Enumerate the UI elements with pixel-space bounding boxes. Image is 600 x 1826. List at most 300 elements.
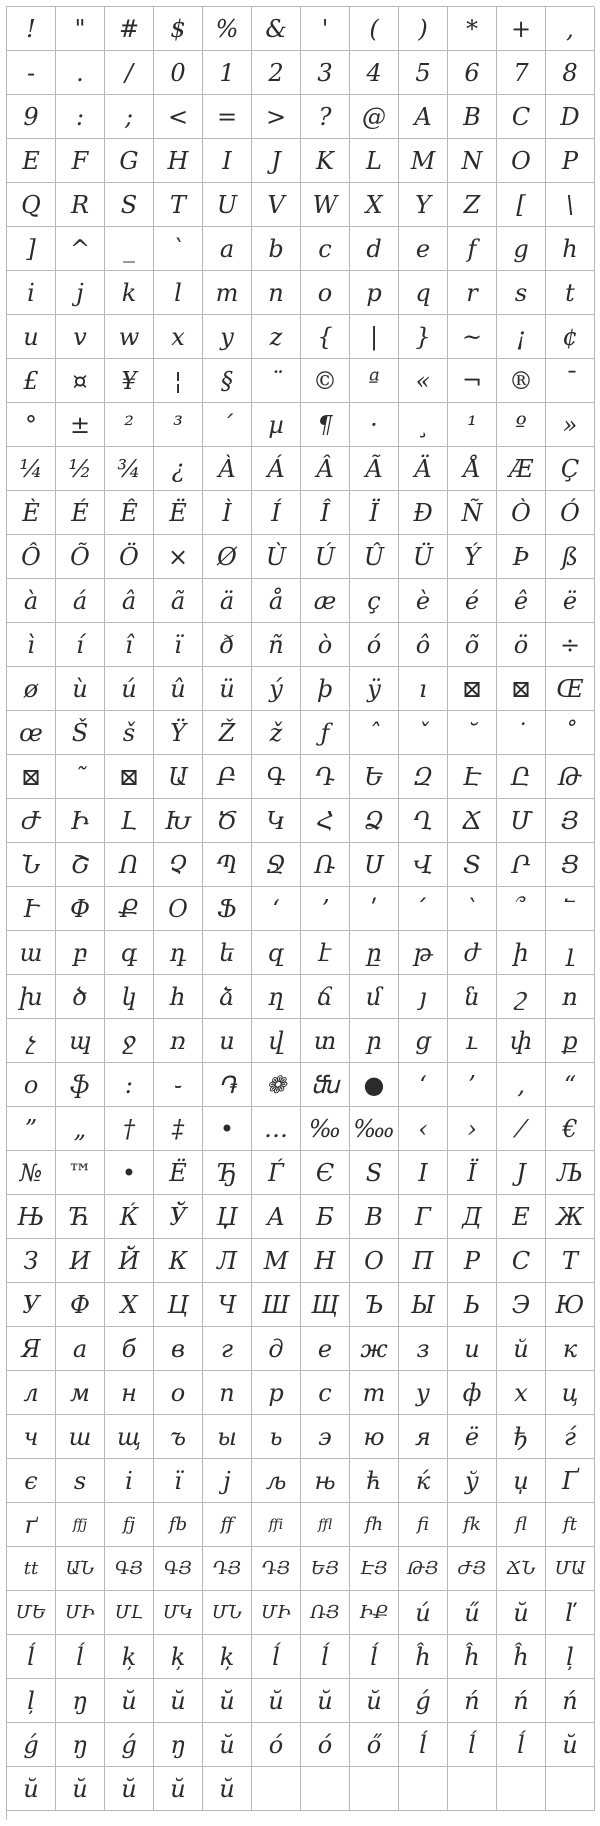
glyph-cell: Ï: [350, 491, 399, 535]
glyph-cell: խ: [7, 975, 56, 1019]
glyph-cell: ՟: [546, 887, 595, 931]
glyph-cell: ﬓ: [301, 1063, 350, 1107]
glyph-cell: ʻ: [252, 887, 301, 931]
glyph-cell: ú: [105, 667, 154, 711]
glyph-cell: ĺ: [350, 1635, 399, 1679]
glyph-cell: ff: [203, 1503, 252, 1547]
glyph-cell: ք: [546, 1019, 595, 1063]
glyph-cell: ®: [497, 359, 546, 403]
glyph-cell: շ: [497, 975, 546, 1019]
glyph-cell: s: [497, 271, 546, 315]
glyph-cell: Е: [497, 1195, 546, 1239]
glyph-cell: ŭ: [56, 1767, 105, 1811]
glyph-cell: ՝: [448, 887, 497, 931]
glyph-cell: |: [350, 315, 399, 359]
glyph-cell: o: [301, 271, 350, 315]
glyph-cell: ❁: [252, 1063, 301, 1107]
glyph-cell: Ե: [350, 755, 399, 799]
glyph-cell: Ў: [154, 1195, 203, 1239]
glyph-cell: ԺՅ: [448, 1547, 497, 1591]
glyph-cell: >: [252, 95, 301, 139]
glyph-cell: Ի: [56, 799, 105, 843]
glyph-cell: Ժ: [7, 799, 56, 843]
glyph-cell: ű: [448, 1591, 497, 1635]
glyph-cell: æ: [301, 579, 350, 623]
glyph-cell: ŭ: [203, 1767, 252, 1811]
glyph-cell: ÷: [546, 623, 595, 667]
glyph-cell: ՄԱ: [546, 1547, 595, 1591]
glyph-cell: օ: [7, 1063, 56, 1107]
glyph-cell: §: [203, 359, 252, 403]
glyph-cell: В: [350, 1195, 399, 1239]
glyph-cell: Ё: [154, 1151, 203, 1195]
glyph-cell: ĺ: [448, 1723, 497, 1767]
glyph-cell: ƒ: [301, 711, 350, 755]
glyph-cell: ĥ: [448, 1635, 497, 1679]
glyph-cell: ń: [546, 1679, 595, 1723]
glyph-cell: ĺ: [56, 1635, 105, 1679]
glyph-cell: ;: [105, 95, 154, 139]
glyph-cell: ê: [497, 579, 546, 623]
glyph-cell: •: [203, 1107, 252, 1151]
glyph-cell: T: [154, 183, 203, 227]
glyph-cell: .: [56, 51, 105, 95]
glyph-cell: “: [546, 1063, 595, 1107]
glyph-grid: [6, 6, 594, 1820]
glyph-cell: 7: [497, 51, 546, 95]
glyph-cell: I: [203, 139, 252, 183]
glyph-cell: *: [448, 7, 497, 51]
glyph-cell: p: [350, 271, 399, 315]
glyph-cell: ‡: [154, 1107, 203, 1151]
glyph-cell: ‰: [301, 1107, 350, 1151]
glyph-cell: ŭ: [7, 1767, 56, 1811]
glyph-cell: ń: [497, 1679, 546, 1723]
glyph-cell: ¶: [301, 403, 350, 447]
glyph-cell: Գ: [252, 755, 301, 799]
glyph-cell: Ա: [154, 755, 203, 799]
glyph-cell: ]: [7, 227, 56, 271]
glyph-cell: F: [56, 139, 105, 183]
glyph-cell: ó: [301, 1723, 350, 1767]
glyph-cell: Ö: [105, 535, 154, 579]
glyph-cell: &: [252, 7, 301, 51]
glyph-cell: Փ: [56, 887, 105, 931]
glyph-cell: ՄՆ: [203, 1591, 252, 1635]
glyph-cell: ?: [301, 95, 350, 139]
glyph-cell: Հ: [301, 799, 350, 843]
glyph-cell: ˙: [497, 711, 546, 755]
glyph-cell: С: [497, 1239, 546, 1283]
glyph-cell: Ч: [203, 1283, 252, 1327]
glyph-cell: À: [203, 447, 252, 491]
glyph-cell: ї: [154, 1459, 203, 1503]
glyph-cell: փ: [497, 1019, 546, 1063]
glyph-cell: Ձ: [350, 799, 399, 843]
glyph-cell: ՄԵ: [7, 1591, 56, 1635]
glyph-cell: @: [350, 95, 399, 139]
glyph-cell: J: [252, 139, 301, 183]
glyph-cell: ¤: [56, 359, 105, 403]
glyph-cell: Ֆ: [203, 887, 252, 931]
glyph-cell: ó: [252, 1723, 301, 1767]
glyph-cell: }: [399, 315, 448, 359]
glyph-cell: ԷՅ: [350, 1547, 399, 1591]
glyph-cell: ft: [546, 1503, 595, 1547]
glyph-cell: Я: [7, 1327, 56, 1371]
glyph-cell: Ղ: [399, 799, 448, 843]
glyph-cell: Â: [301, 447, 350, 491]
glyph-cell: Ф: [56, 1283, 105, 1327]
glyph-cell: 3: [301, 51, 350, 95]
glyph-cell: р: [252, 1371, 301, 1415]
glyph-cell: ‘: [399, 1063, 448, 1107]
glyph-cell: э: [301, 1415, 350, 1459]
glyph-cell: ե: [203, 931, 252, 975]
glyph-cell: Ë: [154, 491, 203, 535]
glyph-cell: î: [105, 623, 154, 667]
glyph-cell: б: [105, 1327, 154, 1371]
glyph-cell: м: [56, 1371, 105, 1415]
glyph-cell: O: [497, 139, 546, 183]
glyph-cell: ⊠: [105, 755, 154, 799]
glyph-cell: ˜: [56, 755, 105, 799]
glyph-cell: ffl: [301, 1503, 350, 1547]
glyph-cell: ±: [56, 403, 105, 447]
glyph-cell: þ: [301, 667, 350, 711]
glyph-cell: L: [350, 139, 399, 183]
glyph-cell: ј: [203, 1459, 252, 1503]
glyph-cell: ǵ: [7, 1723, 56, 1767]
glyph-cell: պ: [56, 1019, 105, 1063]
glyph-cell: Ж: [546, 1195, 595, 1239]
glyph-cell: ¡: [497, 315, 546, 359]
glyph-cell: ,: [546, 7, 595, 51]
glyph-cell: Æ: [497, 447, 546, 491]
glyph-cell: ։: [105, 1063, 154, 1107]
glyph-cell: Z: [448, 183, 497, 227]
glyph-cell: ľ: [546, 1591, 595, 1635]
glyph-cell: Î: [301, 491, 350, 535]
glyph-cell: І: [399, 1151, 448, 1195]
glyph-cell: È: [7, 491, 56, 535]
glyph-cell: c: [301, 227, 350, 271]
glyph-cell: Š: [56, 711, 105, 755]
glyph-cell: -: [7, 51, 56, 95]
glyph-cell: É: [56, 491, 105, 535]
glyph-cell: ⊠: [448, 667, 497, 711]
glyph-cell: Ä: [399, 447, 448, 491]
glyph-cell: µ: [252, 403, 301, 447]
glyph-cell: в: [154, 1327, 203, 1371]
glyph-cell: b: [252, 227, 301, 271]
glyph-cell: з: [399, 1327, 448, 1371]
glyph-cell: fk: [448, 1503, 497, 1547]
glyph-cell: я: [399, 1415, 448, 1459]
glyph-cell: Й: [105, 1239, 154, 1283]
glyph-cell: ù: [56, 667, 105, 711]
glyph-cell: A: [399, 95, 448, 139]
glyph-cell: ժ: [448, 931, 497, 975]
glyph-cell: ë: [546, 579, 595, 623]
glyph-cell: ķ: [203, 1635, 252, 1679]
glyph-cell: M: [399, 139, 448, 183]
glyph-cell: с: [301, 1371, 350, 1415]
glyph-cell: fj: [105, 1503, 154, 1547]
glyph-cell: ’: [448, 1063, 497, 1107]
glyph-cell: й: [497, 1327, 546, 1371]
glyph-cell: о: [154, 1371, 203, 1415]
glyph-cell: А: [252, 1195, 301, 1239]
glyph-cell: Չ: [154, 843, 203, 887]
glyph-cell: Վ: [399, 843, 448, 887]
glyph-cell: E: [7, 139, 56, 183]
glyph-cell: Ք: [105, 887, 154, 931]
glyph-cell: t: [546, 271, 595, 315]
glyph-cell: ё: [448, 1415, 497, 1459]
glyph-cell: н: [105, 1371, 154, 1415]
glyph-cell: ŭ: [546, 1723, 595, 1767]
glyph-cell: ʹ: [350, 887, 399, 931]
empty-cell: [448, 1767, 497, 1811]
glyph-cell: Ѕ: [350, 1151, 399, 1195]
glyph-cell: %: [203, 7, 252, 51]
glyph-cell: Ը: [497, 755, 546, 799]
glyph-cell: ð: [203, 623, 252, 667]
glyph-cell: z: [252, 315, 301, 359]
glyph-cell: ¾: [105, 447, 154, 491]
glyph-cell: ffj: [56, 1503, 105, 1547]
glyph-cell: œ: [7, 711, 56, 755]
glyph-cell: ֊: [154, 1063, 203, 1107]
glyph-cell: у: [399, 1371, 448, 1415]
glyph-cell: y: [203, 315, 252, 359]
glyph-cell: U: [203, 183, 252, 227]
glyph-cell: Ш: [252, 1283, 301, 1327]
glyph-cell: ›: [448, 1107, 497, 1151]
glyph-cell: ‱: [350, 1107, 399, 1151]
glyph-cell: ՄԼ: [105, 1591, 154, 1635]
glyph-cell: ): [399, 7, 448, 51]
glyph-cell: ©: [301, 359, 350, 403]
glyph-cell: ŭ: [497, 1591, 546, 1635]
glyph-cell: П: [399, 1239, 448, 1283]
glyph-cell: Д: [448, 1195, 497, 1239]
glyph-cell: º: [497, 403, 546, 447]
glyph-cell: Ս: [350, 843, 399, 887]
glyph-cell: ĺ: [399, 1723, 448, 1767]
glyph-cell: Ù: [252, 535, 301, 579]
glyph-cell: l: [154, 271, 203, 315]
glyph-cell: õ: [448, 623, 497, 667]
glyph-cell: К: [154, 1239, 203, 1283]
glyph-cell: ր: [350, 1019, 399, 1063]
glyph-cell: ж: [350, 1327, 399, 1371]
glyph-cell: n: [252, 271, 301, 315]
glyph-cell: `: [154, 227, 203, 271]
glyph-cell: €: [546, 1107, 595, 1151]
glyph-cell: v: [56, 315, 105, 359]
glyph-cell: ½: [56, 447, 105, 491]
glyph-cell: fh: [350, 1503, 399, 1547]
glyph-cell: »: [546, 403, 595, 447]
glyph-cell: Ì: [203, 491, 252, 535]
glyph-cell: ó: [350, 623, 399, 667]
glyph-cell: ԵՅ: [301, 1547, 350, 1591]
glyph-cell: ¨: [252, 359, 301, 403]
glyph-cell: Г: [399, 1195, 448, 1239]
glyph-cell: Ь: [448, 1283, 497, 1327]
glyph-cell: ծ: [56, 975, 105, 1019]
glyph-cell: Є: [301, 1151, 350, 1195]
glyph-cell: Ւ: [7, 887, 56, 931]
glyph-cell: Ц: [154, 1283, 203, 1327]
glyph-cell: ս: [203, 1019, 252, 1063]
glyph-cell: ц: [546, 1371, 595, 1415]
glyph-cell: ': [301, 7, 350, 51]
glyph-cell: Å: [448, 447, 497, 491]
glyph-cell: Ջ: [252, 843, 301, 887]
glyph-cell: ա: [7, 931, 56, 975]
glyph-cell: ĥ: [399, 1635, 448, 1679]
glyph-cell: հ: [154, 975, 203, 1019]
empty-cell: [546, 1767, 595, 1811]
glyph-cell: ŭ: [301, 1679, 350, 1723]
glyph-cell: f: [448, 227, 497, 271]
glyph-cell: =: [203, 95, 252, 139]
glyph-cell: e: [399, 227, 448, 271]
empty-cell: [252, 1767, 301, 1811]
glyph-cell: ց: [399, 1019, 448, 1063]
glyph-cell: Y: [399, 183, 448, 227]
glyph-cell: <: [154, 95, 203, 139]
glyph-cell: є: [7, 1459, 56, 1503]
glyph-cell: ‹: [399, 1107, 448, 1151]
glyph-cell: ւ: [448, 1019, 497, 1063]
glyph-cell: ž: [252, 711, 301, 755]
glyph-cell: Щ: [301, 1283, 350, 1327]
glyph-cell: ŭ: [105, 1679, 154, 1723]
glyph-cell: a: [203, 227, 252, 271]
glyph-cell: S: [105, 183, 154, 227]
glyph-cell: ‚: [497, 1063, 546, 1107]
glyph-cell: ґ: [7, 1503, 56, 1547]
glyph-cell: њ: [301, 1459, 350, 1503]
glyph-cell: ļ: [546, 1635, 595, 1679]
glyph-cell: Э: [497, 1283, 546, 1327]
glyph-cell: и: [448, 1327, 497, 1371]
glyph-cell: fb: [154, 1503, 203, 1547]
glyph-cell: Ր: [497, 843, 546, 887]
glyph-cell: ՄԻ: [56, 1591, 105, 1635]
glyph-cell: Ґ: [546, 1459, 595, 1503]
glyph-cell: $: [154, 7, 203, 51]
glyph-cell: ՄԿ: [154, 1591, 203, 1635]
glyph-cell: w: [105, 315, 154, 359]
glyph-cell: Ո: [105, 843, 154, 887]
glyph-cell: {: [301, 315, 350, 359]
glyph-cell: չ: [7, 1019, 56, 1063]
glyph-cell: B: [448, 95, 497, 139]
glyph-cell: ը: [350, 931, 399, 975]
glyph-cell: ĺ: [497, 1723, 546, 1767]
glyph-cell: ի: [497, 931, 546, 975]
glyph-cell: љ: [252, 1459, 301, 1503]
glyph-cell: լ: [546, 931, 595, 975]
glyph-cell: ՛: [399, 887, 448, 931]
glyph-cell: ˆ: [350, 711, 399, 755]
glyph-cell: т: [350, 1371, 399, 1415]
glyph-cell: Q: [7, 183, 56, 227]
glyph-cell: Ð: [399, 491, 448, 535]
glyph-cell: բ: [56, 931, 105, 975]
glyph-cell: fl: [497, 1503, 546, 1547]
glyph-cell: X: [350, 183, 399, 227]
glyph-cell: •: [105, 1151, 154, 1195]
glyph-cell: K: [301, 139, 350, 183]
glyph-cell: З: [7, 1239, 56, 1283]
glyph-cell: ч: [7, 1415, 56, 1459]
glyph-cell: Õ: [56, 535, 105, 579]
glyph-cell: г: [203, 1327, 252, 1371]
glyph-cell: ï: [154, 623, 203, 667]
glyph-cell: P: [546, 139, 595, 183]
glyph-cell: Կ: [252, 799, 301, 843]
glyph-cell: Ծ: [203, 799, 252, 843]
glyph-cell: Շ: [56, 843, 105, 887]
glyph-cell: ì: [7, 623, 56, 667]
glyph-cell: ŭ: [203, 1679, 252, 1723]
glyph-cell: յ: [399, 975, 448, 1019]
glyph-cell: ՞: [497, 887, 546, 931]
glyph-cell: m: [203, 271, 252, 315]
glyph-cell: 6: [448, 51, 497, 95]
glyph-cell: ֆ: [56, 1063, 105, 1107]
glyph-cell: ˇ: [399, 711, 448, 755]
glyph-cell: х: [497, 1371, 546, 1415]
glyph-cell: ŋ: [56, 1679, 105, 1723]
glyph-cell: л: [7, 1371, 56, 1415]
glyph-cell: Ñ: [448, 491, 497, 535]
glyph-cell: ¥: [105, 359, 154, 403]
glyph-cell: п: [203, 1371, 252, 1415]
empty-cell: [350, 1767, 399, 1811]
glyph-cell: Ћ: [56, 1195, 105, 1239]
glyph-cell: ĺ: [252, 1635, 301, 1679]
glyph-cell: ќ: [399, 1459, 448, 1503]
glyph-cell: ъ: [154, 1415, 203, 1459]
glyph-cell: Ž: [203, 711, 252, 755]
glyph-cell: Í: [252, 491, 301, 535]
glyph-cell: Х: [105, 1283, 154, 1327]
glyph-cell: \: [546, 183, 595, 227]
empty-cell: [399, 1767, 448, 1811]
glyph-cell: h: [546, 227, 595, 271]
glyph-cell: Л: [203, 1239, 252, 1283]
glyph-cell: а: [56, 1327, 105, 1371]
glyph-cell: Н: [301, 1239, 350, 1283]
glyph-cell: ՌՅ: [301, 1591, 350, 1635]
glyph-cell: ў: [448, 1459, 497, 1503]
glyph-cell: :: [56, 95, 105, 139]
glyph-cell: Ç: [546, 447, 595, 491]
glyph-cell: ŭ: [105, 1767, 154, 1811]
glyph-cell: ffi: [252, 1503, 301, 1547]
glyph-cell: è: [399, 579, 448, 623]
glyph-cell: ”: [7, 1107, 56, 1151]
glyph-cell: ¼: [7, 447, 56, 491]
glyph-cell: r: [448, 271, 497, 315]
